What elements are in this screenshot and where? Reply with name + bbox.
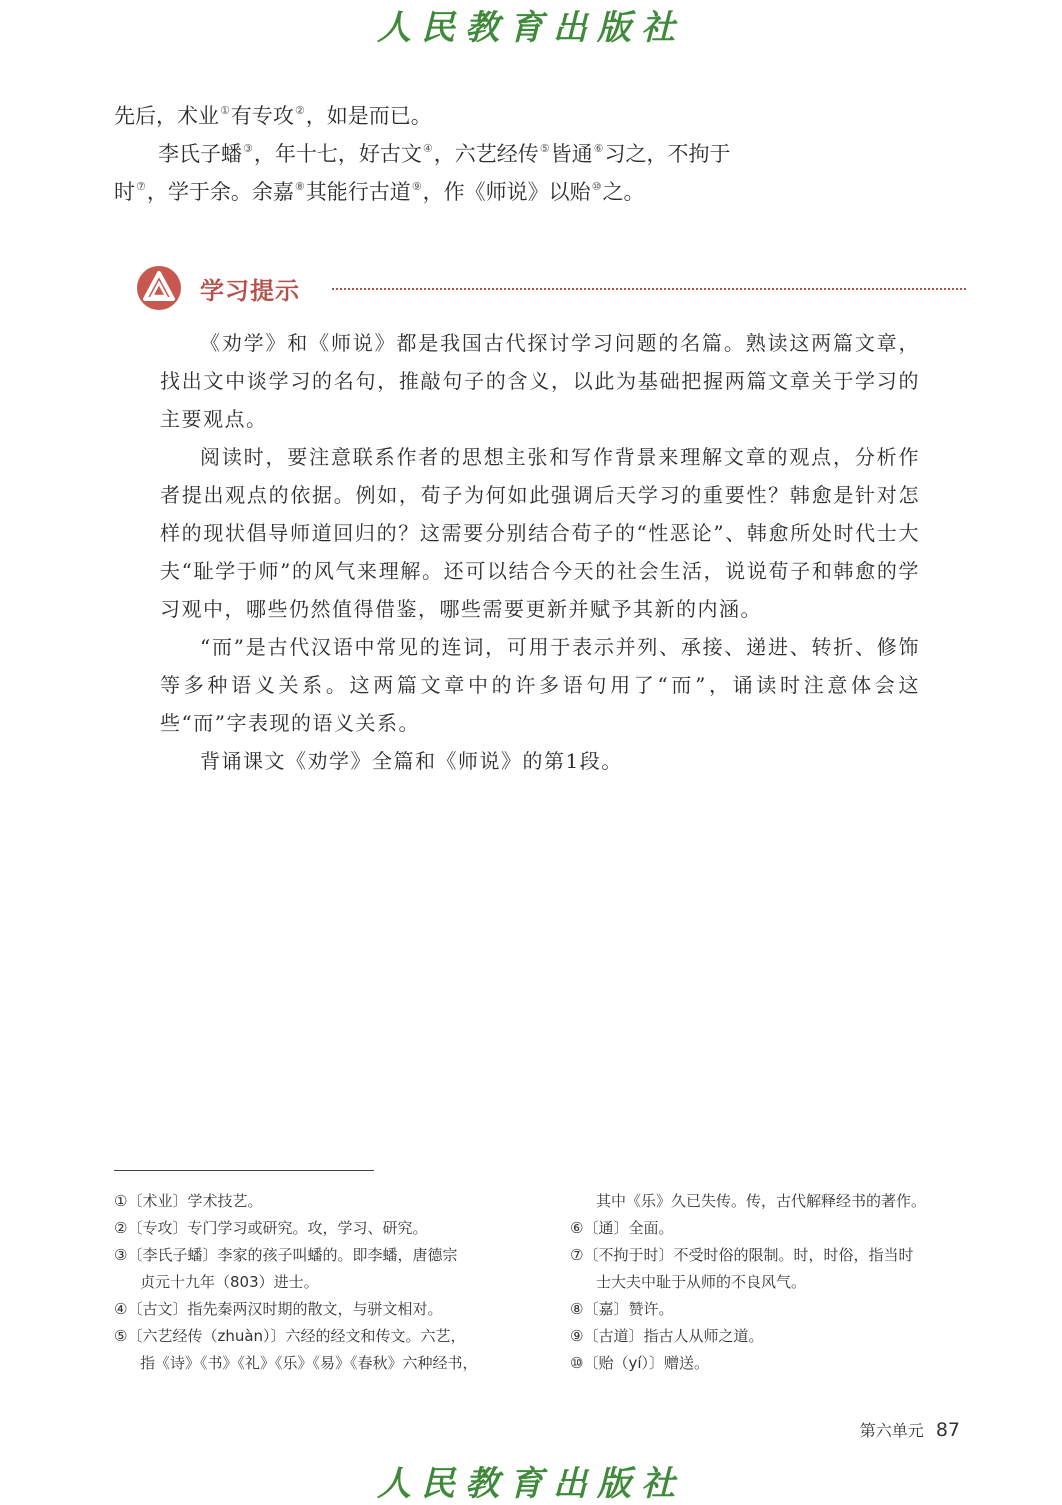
footnote-5: ⑤〔六艺经传（zhuàn）〕六经的经文和传文。六艺，	[114, 1327, 466, 1345]
footnote-ref-2[interactable]: ②	[294, 104, 305, 117]
page-number: 87	[935, 1419, 960, 1441]
tips-paragraph-3: “而”是古代汉语中常见的连词，可用于表示并列、承接、递进、转折、修饰等多种语义关系。这两篇文章中的许多语句用了“而”，诵读时注意体会这些“而”字表现的语义关系。	[160, 635, 920, 735]
tips-paragraph-1: 《劝学》和《师说》都是我国古代探讨学习问题的名篇。熟读这两篇文章，找出文中谈学习的名句，推敲句子的含义，以此为基础把握两篇文章关于学习的主要观点。	[160, 331, 920, 431]
page-footer	[860, 1418, 960, 1441]
tips-paragraph-4: 背诵课文《劝学》全篇和《师说》的第1段。	[200, 749, 623, 773]
footnote-ref-6[interactable]: ⑥	[593, 142, 604, 155]
footnote-ref-4[interactable]: ④	[422, 142, 433, 155]
footnote-rule	[114, 1170, 374, 1171]
footnote-10: ⑩〔贻（yí）〕赠送。	[570, 1354, 709, 1372]
footnote-ref-9[interactable]: ⑨	[411, 180, 422, 193]
footnote-8: ⑧〔嘉〕赞许。	[570, 1300, 674, 1318]
footnote-ref-1[interactable]: ①	[220, 104, 230, 117]
study-tips-title: 学习提示	[200, 277, 300, 305]
footnote-ref-7[interactable]: ⑦	[136, 180, 146, 193]
footnote-9: ⑨〔古道〕指古人从师之道。	[570, 1327, 764, 1345]
footnote-7-continued: 士大夫中耻于从师的不良风气。	[596, 1273, 807, 1291]
footnotes-right-column	[570, 1188, 970, 1377]
publisher-watermark-top: 人民教育出版社	[377, 8, 685, 48]
footnote-3: ③〔李氏子蟠〕李家的孩子叫蟠的。即李蟠，唐德宗	[114, 1246, 458, 1264]
publisher-watermark-bottom: 人民教育出版社	[377, 1464, 685, 1504]
footnote-7: ⑦〔不拘于时〕不受时俗的限制。时，时俗，指当时	[570, 1246, 914, 1264]
study-tips-header	[136, 265, 966, 311]
dotted-divider	[332, 288, 966, 290]
study-tips-body	[160, 324, 920, 780]
unit-label: 第六单元	[859, 1421, 924, 1440]
footnote-ref-8[interactable]: ⑧	[294, 180, 305, 193]
footnote-4: ④〔古文〕指先秦两汉时期的散文，与骈文相对。	[114, 1300, 443, 1318]
footnote-1: ①〔术业〕学术技艺。	[114, 1192, 263, 1210]
footnote-ref-10[interactable]: ⑩	[591, 180, 602, 193]
footnote-5-continued: 指《诗》《书》《礼》《乐》《易》《春秋》六种经书，	[140, 1354, 478, 1372]
passage-line-3: 时⑦，学于余。余嘉⑧其能行古道⑨，作《师说》以贻⑩之。	[114, 180, 645, 204]
footnote-5-continued-2: 其中《乐》久已失传。传，古代解释经书的著作。	[596, 1192, 927, 1210]
footnote-ref-3[interactable]: ③	[243, 142, 253, 155]
triangle-logo-icon	[136, 265, 182, 311]
passage-line-2: 李氏子蟠③，年十七，好古文④，六艺经传⑤皆通⑥习之，不拘于	[158, 142, 731, 166]
footnote-6: ⑥〔通〕全面。	[570, 1219, 674, 1237]
footnote-ref-5[interactable]: ⑤	[539, 142, 550, 155]
tips-paragraph-2: 阅读时，要注意联系作者的思想主张和写作背景来理解文章的观点，分析作者提出观点的依据。例如，荀子为何如此强调后天学习的重要性？韩愈是针对怎样的现状倡导师道回归的？这需要分别结合荀子的“性恶论”、韩愈所处时代士大夫“耻学于师”的风气来理解。还可以结合今天的社会生活，说说荀子和韩愈的学习观中，哪些仍然值得借鉴，哪些需要更新并赋予其新的内涵。	[160, 445, 920, 621]
footnote-3-continued: 贞元十九年（803）进士。	[140, 1273, 319, 1291]
footnotes-left-column	[114, 1188, 534, 1377]
footnote-2: ②〔专攻〕专门学习或研究。攻，学习、研究。	[114, 1219, 428, 1237]
passage-line-1: 先后，术业①有专攻②，如是而已。	[114, 104, 432, 128]
